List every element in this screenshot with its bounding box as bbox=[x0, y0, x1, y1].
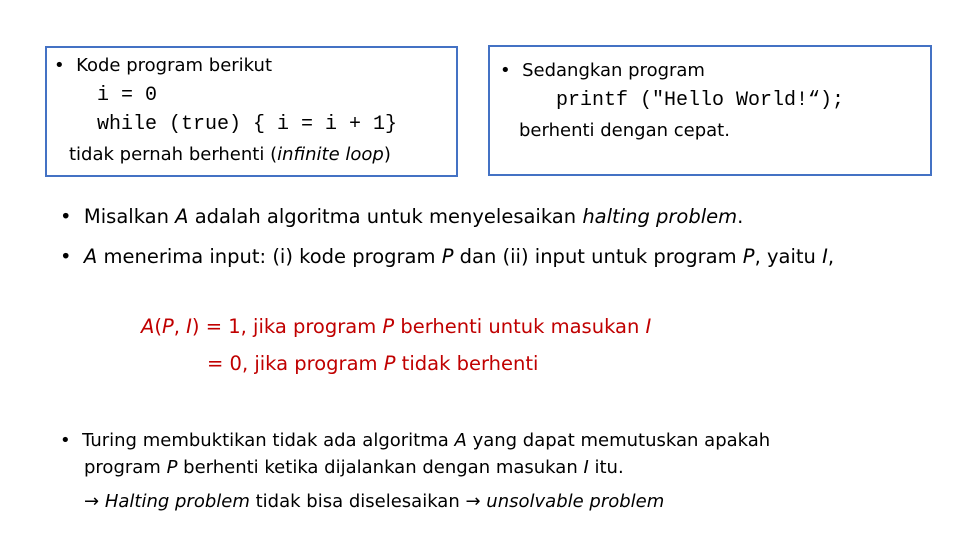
bullet: • bbox=[500, 60, 511, 81]
box-right-intro: • Sedangkan program bbox=[500, 60, 705, 81]
bullet-point-1: • Misalkan A adalah algoritma untuk menyelesaikan halting problem. bbox=[60, 205, 744, 228]
conclusion-line: → Halting problem tidak bisa diselesaikan → unsolvable problem bbox=[84, 491, 665, 512]
arrow-right-icon: → bbox=[465, 491, 481, 512]
bullet-point-2: • A menerima input: (i) kode program P dan (ii) input untuk program P, yaitu I, bbox=[60, 245, 835, 268]
code-line-2: while (true) { i = i + 1} bbox=[97, 113, 398, 136]
arrow-right-icon: → bbox=[84, 491, 100, 512]
formula-line-2: = 0, jika program P tidak berhenti bbox=[207, 352, 539, 375]
bullet-point-3-line-2: program P berhenti ketika dijalankan dengan masukan I itu. bbox=[84, 457, 624, 478]
box-left-intro: • Kode program berikut bbox=[54, 55, 273, 76]
box-left-result: tidak pernah berhenti (infinite loop) bbox=[69, 144, 391, 165]
bullet: • bbox=[60, 430, 71, 451]
code-line-printf: printf ("Hello World!“); bbox=[556, 89, 845, 112]
bullet: • bbox=[60, 205, 72, 228]
bullet: • bbox=[54, 55, 65, 76]
box-right-result: berhenti dengan cepat. bbox=[519, 120, 730, 141]
formula-line-1: A(P, I) = 1, jika program P berhenti untuk masukan I bbox=[141, 315, 652, 338]
code-line-1: i = 0 bbox=[97, 84, 158, 107]
bullet-point-3-line-1: • Turing membuktikan tidak ada algoritma A yang dapat memutuskan apakah bbox=[60, 430, 771, 451]
bullet: • bbox=[60, 245, 72, 268]
